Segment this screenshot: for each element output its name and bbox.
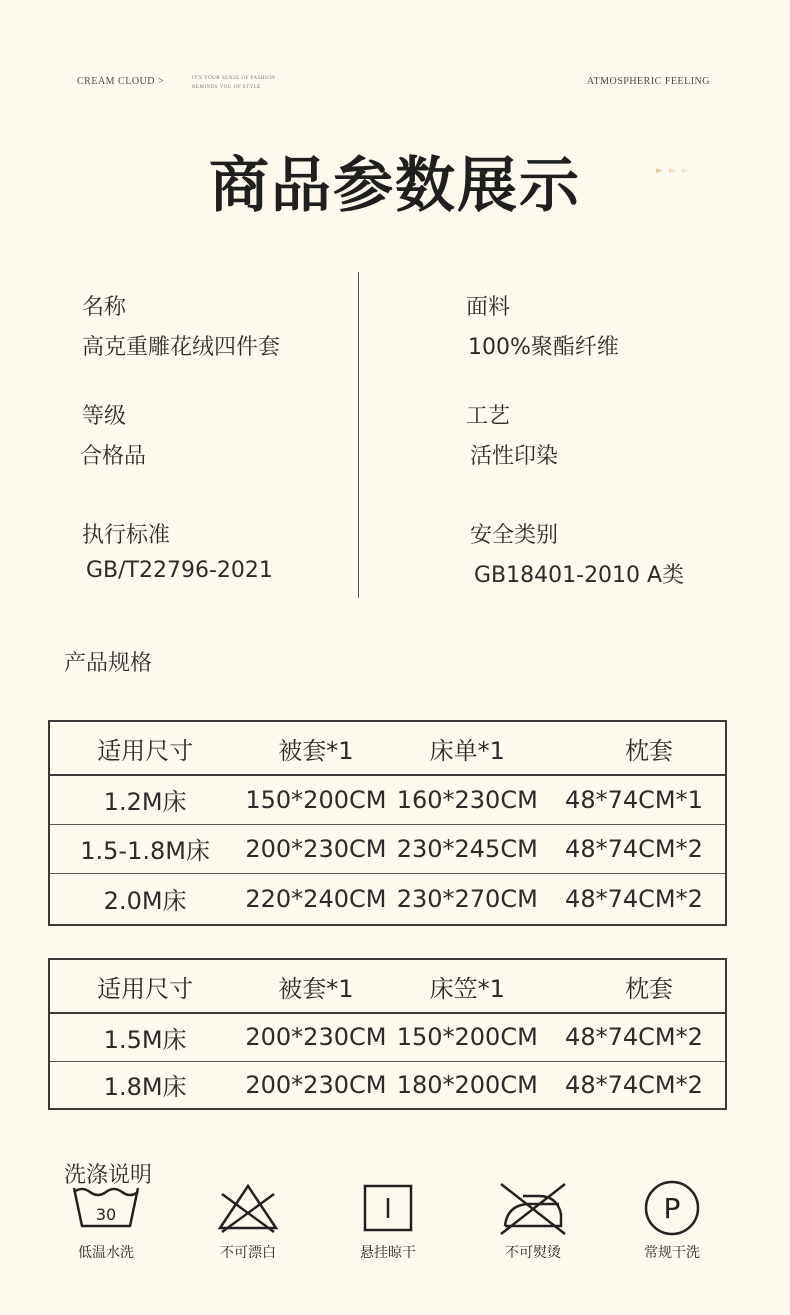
- name-label: 名称: [82, 295, 127, 320]
- care-item-dry-clean: [617, 1180, 727, 1262]
- dry-clean-letter: P: [663, 1192, 681, 1225]
- fabric-label: 面料: [466, 295, 511, 320]
- table-cell: 2.0M床: [49, 873, 240, 925]
- header-cell: 床笠*1: [392, 959, 543, 1013]
- column-divider: [358, 272, 359, 598]
- spec-table-fitted-sheet: [48, 958, 727, 1110]
- standard-value: GB/T22796-2021: [86, 558, 273, 583]
- no-bleach-icon: [212, 1180, 284, 1236]
- decorative-arrows: [656, 166, 695, 176]
- page-title: 商品参数展示: [209, 151, 581, 221]
- header-cell: 被套*1: [240, 959, 391, 1013]
- table-cell: 48*74CM*2: [543, 1061, 726, 1109]
- wash-temperature: 30: [95, 1205, 117, 1224]
- table-cell: 150*200CM: [392, 1013, 543, 1061]
- table-cell: 1.5-1.8M床: [49, 824, 240, 873]
- fabric-value: 100%聚酯纤维: [468, 335, 619, 360]
- table-cell: 48*74CM*2: [543, 873, 726, 925]
- name-value: 高克重雕花绒四件套: [82, 335, 281, 360]
- grade-value: 合格品: [80, 444, 147, 469]
- table-row: [49, 873, 726, 925]
- care-label: 悬挂晾干: [360, 1245, 416, 1261]
- care-label: 不可熨烫: [505, 1245, 561, 1261]
- spec-section-title: 产品规格: [64, 651, 153, 676]
- care-item-wash: [51, 1180, 161, 1262]
- header-cell: 被套*1: [240, 721, 391, 775]
- table-row: [49, 775, 726, 824]
- table-cell: 1.5M床: [49, 1013, 240, 1061]
- dry-clean-icon: [636, 1180, 708, 1236]
- table-cell: 200*230CM: [240, 824, 391, 873]
- no-iron-icon: [497, 1180, 569, 1236]
- table-cell: 220*240CM: [240, 873, 391, 925]
- safety-label: 安全类别: [470, 523, 559, 548]
- header-cell: 床单*1: [392, 721, 543, 775]
- header-cell: 枕套: [543, 959, 726, 1013]
- table-header-row: [49, 721, 726, 775]
- brand-tagline-line-1: IT'S YOUR SENSE OF FASHION: [192, 76, 276, 81]
- table-cell: 160*230CM: [392, 775, 543, 824]
- table-cell: 1.8M床: [49, 1061, 240, 1109]
- care-label: 常规干洗: [644, 1245, 700, 1261]
- care-item-bleach: [193, 1180, 303, 1262]
- craft-label: 工艺: [466, 404, 511, 429]
- table-row: [49, 1061, 726, 1109]
- care-item-hang-dry: [333, 1180, 443, 1262]
- brand-tagline: [192, 74, 275, 92]
- table-cell: 200*230CM: [240, 1013, 391, 1061]
- table-cell: 200*230CM: [240, 1061, 391, 1109]
- header-cell: 枕套: [543, 721, 726, 775]
- table-header-row: [49, 959, 726, 1013]
- table-cell: 180*200CM: [392, 1061, 543, 1109]
- grade-label: 等级: [82, 404, 127, 429]
- table-cell: 230*270CM: [392, 873, 543, 925]
- header-cell: 适用尺寸: [49, 721, 240, 775]
- brand-name: CREAM CLOUD >: [77, 76, 165, 87]
- table-cell: 150*200CM: [240, 775, 391, 824]
- hang-dry-icon: [352, 1180, 424, 1236]
- craft-value: 活性印染: [470, 444, 559, 469]
- table-cell: 48*74CM*1: [543, 775, 726, 824]
- spec-table-flat-sheet: [48, 720, 727, 926]
- arrow-icon: ►: [668, 166, 682, 176]
- brand-tagline-line-2: REMINDS YOU OF STYLE: [192, 85, 261, 90]
- table-cell: 230*245CM: [392, 824, 543, 873]
- standard-label: 执行标准: [82, 523, 171, 548]
- care-label: 不可漂白: [220, 1245, 276, 1261]
- header-cell: 适用尺寸: [49, 959, 240, 1013]
- table-row: [49, 1013, 726, 1061]
- table-cell: 48*74CM*2: [543, 824, 726, 873]
- arrow-icon: ►: [681, 166, 695, 176]
- care-item-iron: [478, 1180, 588, 1262]
- wash-30-icon: [70, 1180, 142, 1236]
- care-label: 低温水洗: [78, 1245, 134, 1261]
- brand-slogan: ATMOSPHERIC FEELING: [586, 76, 710, 87]
- table-row: [49, 824, 726, 873]
- arrow-icon: ►: [656, 166, 669, 176]
- safety-value: GB18401-2010 A类: [474, 563, 685, 588]
- care-section-title: 洗涤说明: [64, 1163, 153, 1188]
- table-cell: 48*74CM*2: [543, 1013, 726, 1061]
- table-cell: 1.2M床: [49, 775, 240, 824]
